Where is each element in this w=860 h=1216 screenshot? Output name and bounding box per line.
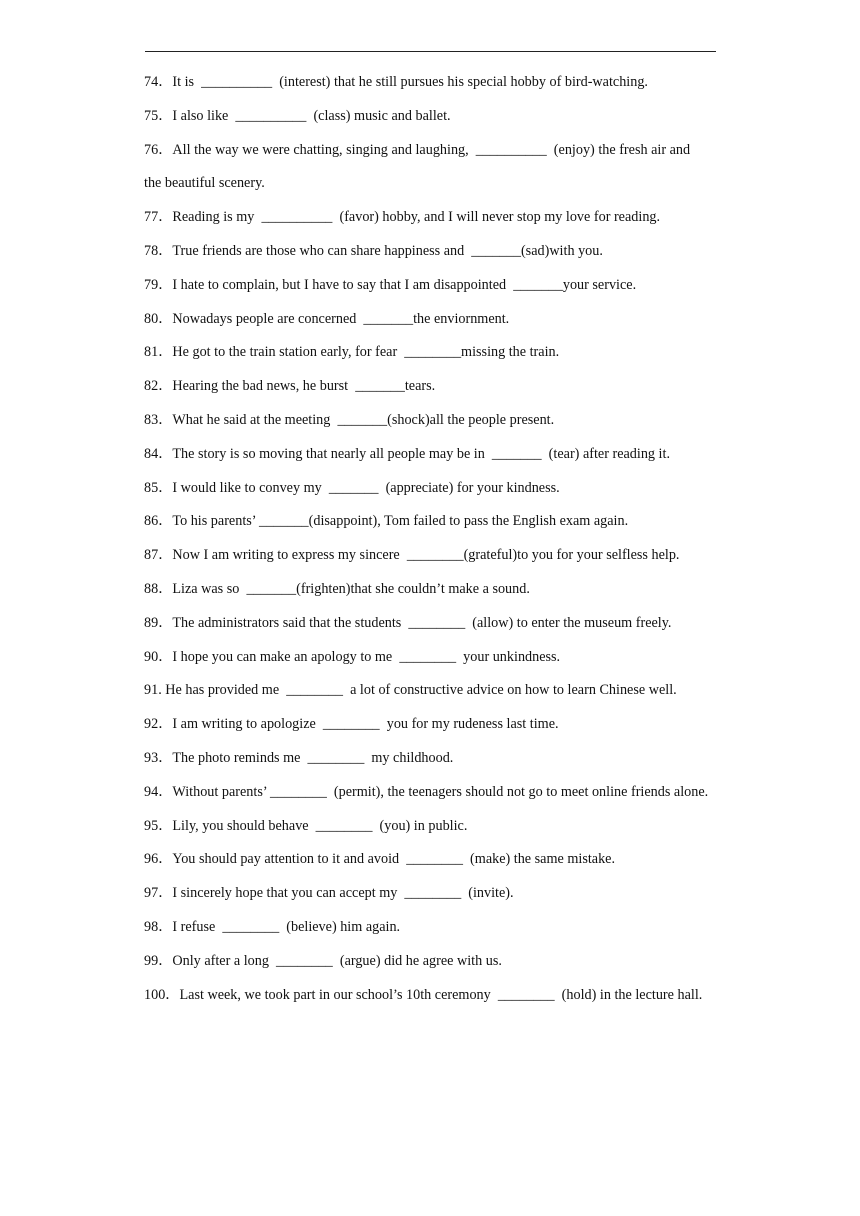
number-separator: ． bbox=[158, 479, 173, 496]
question-92 bbox=[144, 708, 719, 742]
question-number: 80 bbox=[144, 310, 159, 327]
question-text: To his parents’ _______(disappoint), Tom failed to pass the English exam again. bbox=[172, 513, 629, 530]
question-number: 98 bbox=[144, 918, 159, 935]
question-88 bbox=[144, 573, 719, 607]
question-number: 94 bbox=[144, 783, 159, 800]
question-text: He got to the train station early, for fear ________missing the train. bbox=[172, 344, 560, 361]
question-number: 74 bbox=[144, 74, 159, 90]
question-87 bbox=[144, 539, 719, 573]
question-text: I would like to convey my _______ (appreciate) for your kindness. bbox=[172, 479, 560, 496]
question-93 bbox=[144, 742, 719, 776]
number-separator: ． bbox=[158, 580, 173, 597]
number-separator: ． bbox=[158, 885, 173, 902]
number-separator: . bbox=[158, 682, 166, 699]
number-separator: ． bbox=[158, 817, 173, 834]
number-separator: ． bbox=[158, 749, 173, 766]
question-text: I also like __________ (class) music and ballet. bbox=[172, 107, 451, 124]
number-separator: ． bbox=[158, 648, 173, 665]
question-number: 100 bbox=[144, 986, 166, 1003]
question-text: Nowadays people are concerned _______the enviornment. bbox=[172, 310, 510, 327]
number-separator: ． bbox=[158, 918, 173, 935]
question-text: I am writing to apologize ________ you for my rudeness last time. bbox=[172, 716, 559, 733]
number-separator: ． bbox=[158, 952, 173, 969]
question-number: 78 bbox=[144, 242, 159, 259]
question-number: 75 bbox=[144, 107, 159, 124]
question-text: The photo reminds me ________ my childhood. bbox=[172, 749, 454, 766]
number-separator: ． bbox=[158, 851, 173, 868]
question-77 bbox=[144, 201, 719, 235]
question-number: 81 bbox=[144, 344, 159, 361]
question-number: 79 bbox=[144, 276, 159, 293]
question-number: 77 bbox=[144, 209, 159, 226]
question-list bbox=[144, 66, 719, 1012]
number-separator: ． bbox=[158, 209, 173, 226]
number-separator: ． bbox=[158, 107, 173, 124]
question-90 bbox=[144, 641, 719, 675]
question-96 bbox=[144, 843, 719, 877]
number-separator: ． bbox=[158, 141, 173, 158]
question-number: 96 bbox=[144, 851, 159, 868]
question-text: What he said at the meeting _______(shock)all the people present. bbox=[172, 411, 555, 428]
question-75 bbox=[144, 100, 719, 134]
question-91 bbox=[144, 674, 719, 708]
number-separator: ． bbox=[158, 242, 173, 259]
question-number: 88 bbox=[144, 580, 159, 597]
number-separator: ． bbox=[158, 445, 173, 462]
question-number: 91 bbox=[144, 682, 159, 699]
question-text: I hate to complain, but I have to say that I am disappointed _______your service. bbox=[172, 276, 637, 293]
question-text: He has provided me ________ a lot of constructive advice on how to learn Chinese well. bbox=[165, 682, 677, 699]
question-text: Only after a long ________ (argue) did he agree with us. bbox=[172, 952, 502, 969]
question-number: 85 bbox=[144, 479, 159, 496]
question-74 bbox=[144, 66, 719, 100]
question-79 bbox=[144, 269, 719, 303]
question-text: True friends are those who can share happiness and _______(sad)with you. bbox=[172, 242, 603, 259]
question-number: 83 bbox=[144, 411, 159, 428]
number-separator: ． bbox=[158, 547, 173, 564]
number-separator: ． bbox=[165, 986, 180, 1003]
question-number: 97 bbox=[144, 885, 159, 902]
question-83 bbox=[144, 404, 719, 438]
question-94 bbox=[144, 776, 716, 810]
question-98 bbox=[144, 911, 719, 945]
question-text: All the way we were chatting, singing and laughing, __________ (enjoy) the fresh air and the beautiful scenery. bbox=[144, 141, 694, 192]
question-text: It is __________ (interest) that he still pursues his special hobby of bird-watching. bbox=[172, 74, 648, 90]
question-text: Lily, you should behave ________ (you) in public. bbox=[172, 817, 468, 834]
question-80 bbox=[144, 303, 719, 337]
question-text: I hope you can make an apology to me ________ your unkindness. bbox=[172, 648, 561, 665]
number-separator: ． bbox=[158, 74, 173, 90]
question-78 bbox=[144, 235, 719, 269]
question-text: Liza was so _______(frighten)that she couldn’t make a sound. bbox=[172, 580, 530, 597]
number-separator: ． bbox=[158, 614, 173, 631]
number-separator: ． bbox=[158, 411, 173, 428]
question-text: You should pay attention to it and avoid ________ (make) the same mistake. bbox=[172, 851, 616, 868]
question-text: Last week, we took part in our school’s 10th ceremony ________ (hold) in the lecture hall. bbox=[179, 986, 703, 1003]
number-separator: ． bbox=[158, 513, 173, 530]
question-81 bbox=[144, 336, 719, 370]
question-number: 84 bbox=[144, 445, 159, 462]
number-separator: ． bbox=[158, 378, 173, 395]
question-text: The story is so moving that nearly all people may be in _______ (tear) after reading it. bbox=[172, 445, 670, 462]
question-84 bbox=[144, 438, 719, 472]
question-82 bbox=[144, 370, 719, 404]
question-text: The administrators said that the students ________ (allow) to enter the museum freely. bbox=[172, 614, 672, 631]
question-number: 82 bbox=[144, 378, 159, 395]
number-separator: ． bbox=[158, 783, 173, 800]
question-number: 90 bbox=[144, 648, 159, 665]
question-text: Hearing the bad news, he burst _______tears. bbox=[172, 378, 436, 395]
question-number: 95 bbox=[144, 817, 159, 834]
question-text: I refuse ________ (believe) him again. bbox=[172, 918, 401, 935]
number-separator: ． bbox=[158, 276, 173, 293]
question-100 bbox=[144, 979, 719, 1013]
question-number: 87 bbox=[144, 547, 159, 564]
question-text: I sincerely hope that you can accept my ________ (invite). bbox=[172, 885, 514, 902]
question-99 bbox=[144, 945, 719, 979]
question-text: Reading is my __________ (favor) hobby, and I will never stop my love for reading. bbox=[172, 209, 661, 226]
question-86 bbox=[144, 505, 719, 539]
number-separator: ． bbox=[158, 344, 173, 361]
question-number: 99 bbox=[144, 952, 159, 969]
question-text: Without parents’ ________ (permit), the teenagers should not go to meet online friends alone. bbox=[172, 783, 709, 800]
question-89 bbox=[144, 607, 719, 641]
header-rule bbox=[145, 51, 716, 52]
question-97 bbox=[144, 877, 719, 911]
question-text: Now I am writing to express my sincere ________(grateful)to you for your selfless help. bbox=[172, 547, 680, 564]
question-number: 76 bbox=[144, 141, 159, 158]
question-76 bbox=[144, 134, 709, 202]
number-separator: ． bbox=[158, 310, 173, 327]
question-number: 92 bbox=[144, 716, 159, 733]
question-95 bbox=[144, 810, 719, 844]
question-number: 93 bbox=[144, 749, 159, 766]
question-number: 86 bbox=[144, 513, 159, 530]
question-85 bbox=[144, 472, 719, 506]
number-separator: ． bbox=[158, 716, 173, 733]
question-number: 89 bbox=[144, 614, 159, 631]
